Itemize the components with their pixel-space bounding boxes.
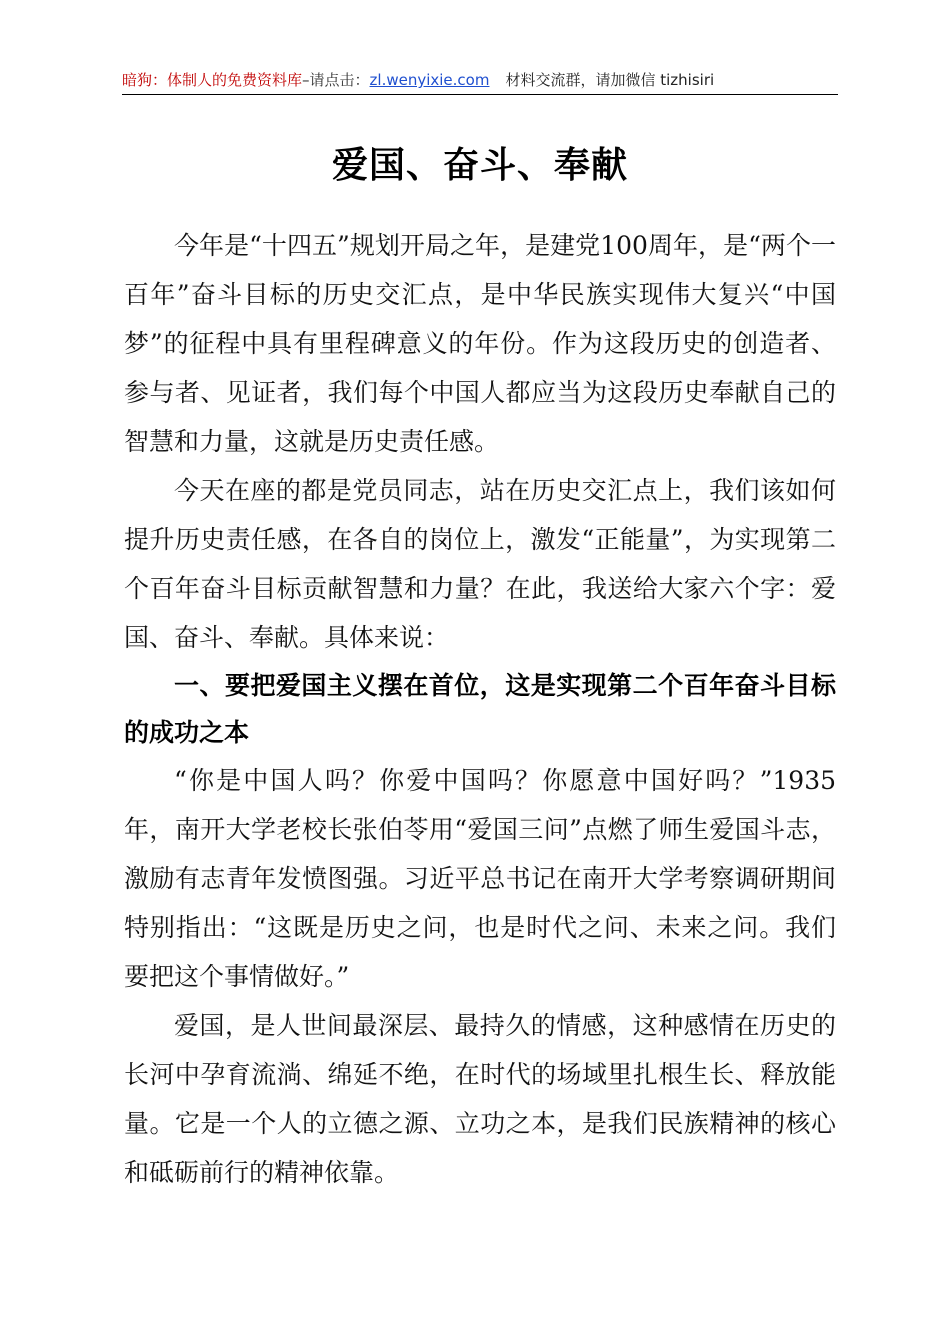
page-header xyxy=(122,68,838,92)
header-link[interactable]: zl.wenyixie.com xyxy=(369,71,490,89)
document-body xyxy=(124,221,836,1197)
header-prompt: –请点击： xyxy=(302,71,370,89)
header-divider xyxy=(122,94,838,95)
paragraph-question: 今天在座的都是党员同志，站在历史交汇点上，我们该如何提升历史责任感，在各自的岗位上，激发“正能量”，为实现第二个百年奋斗目标贡献智慧和力量？在此，我送给大家六个字：爱国、奋斗、奉献。具体来说： xyxy=(124,476,836,652)
header-wechat-note: 材料交流群，请加微信 tizhisiri xyxy=(505,71,715,89)
document-title: 爱国、奋斗、奉献 xyxy=(331,144,628,186)
paragraph-intro: 今年是“十四五”规划开局之年，是建党100周年，是“两个一百年”奋斗目标的历史交汇点，是中华民族实现伟大复兴“中国梦”的征程中具有里程碑意义的年份。作为这段历史的创造者、参与者、见证者，我们每个中国人都应当为这段历史奉献自己的智慧和力量，这就是历史责任感。 xyxy=(124,231,836,456)
paragraph-patriotism: 爱国，是人世间最深层、最持久的情感，这种感情在历史的长河中孕育流淌、绵延不绝，在时代的场域里扎根生长、释放能量。它是一个人的立德之源、立功之本，是我们民族精神的核心和砥砺前行的精神依靠。 xyxy=(124,1011,836,1187)
section-heading-1: 一、要把爱国主义摆在首位，这是实现第二个百年奋斗目标的成功之本 xyxy=(124,671,836,747)
paragraph-quote: “你是中国人吗？你爱中国吗？你愿意中国好吗？”1935年，南开大学老校长张伯苓用“爱国三问”点燃了师生爱国斗志，激励有志青年发愤图强。习近平总书记在南开大学考察调研期间特别指出：“这既是历史之问，也是时代之问、未来之问。我们要把这个事情做好。” xyxy=(124,766,836,991)
header-brand: 暗狗：体制人的免费资料库 xyxy=(122,71,303,89)
